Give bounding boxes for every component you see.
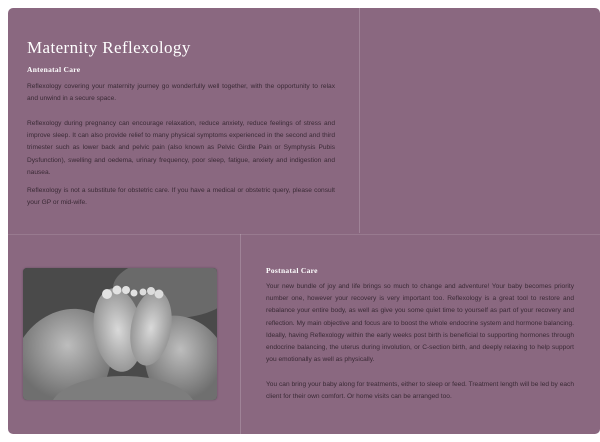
antenatal-paragraph-2: Reflexology during pregnancy can encourage relaxation, reduce anxiety, reduce feelings of stress and improve sleep. It can also provide relief to many physical symptoms experienced in the second and third trimester such as lower back and pelvic pain (also known as Pelvic Girdle Pain or Symphysis Pubis Dysfunction), swelling and oedema, urinary frequency, poor sleep, fatigue, anxiety and indigestion and nausea. bbox=[27, 120, 335, 176]
postnatal-paragraph-1: Your new bundle of joy and life brings so much to change and adventure! Your baby becomes priority number one, however your recovery is very important too. Reflexology is a great tool to restore and rebalance your entire body, as well as give you some quiet time to yourself as part of your recovery and reflection. My main objective and focus are to boost the whole endocrine system and hormone balancing. Ideally, having Reflexology within the early weeks post birth is beneficial to supporting hormones through endocrine balancing, the uterus during involution, or C-section birth, and deeply relaxing to help support you emotionally as well as physically. bbox=[266, 283, 574, 364]
postnatal-paragraph-2: You can bring your baby along for treatments, either to sleep or feed. Treatment length will be led by each client for their own comfort. Or home visits can be arranged too. bbox=[266, 381, 574, 401]
baby-feet-illustration bbox=[23, 268, 217, 400]
postnatal-heading: Postnatal Care bbox=[266, 266, 318, 275]
page-title: Maternity Reflexology bbox=[27, 38, 191, 57]
antenatal-heading: Antenatal Care bbox=[27, 65, 81, 74]
divider-vertical-top bbox=[359, 8, 360, 233]
content-card bbox=[8, 8, 600, 434]
antenatal-paragraph-3: Reflexology is not a substitute for obstetric care. If you have a medical or obstetric query, please consult your GP or mid-wife. bbox=[27, 187, 335, 207]
divider-horizontal bbox=[8, 234, 600, 235]
divider-vertical-bottom bbox=[240, 234, 241, 434]
antenatal-paragraph-1: Reflexology covering your maternity journey go wonderfully well together, with the opportunity to relax and unwind in a secure space. bbox=[27, 83, 335, 103]
baby-feet-in-hands-photo bbox=[23, 268, 217, 400]
